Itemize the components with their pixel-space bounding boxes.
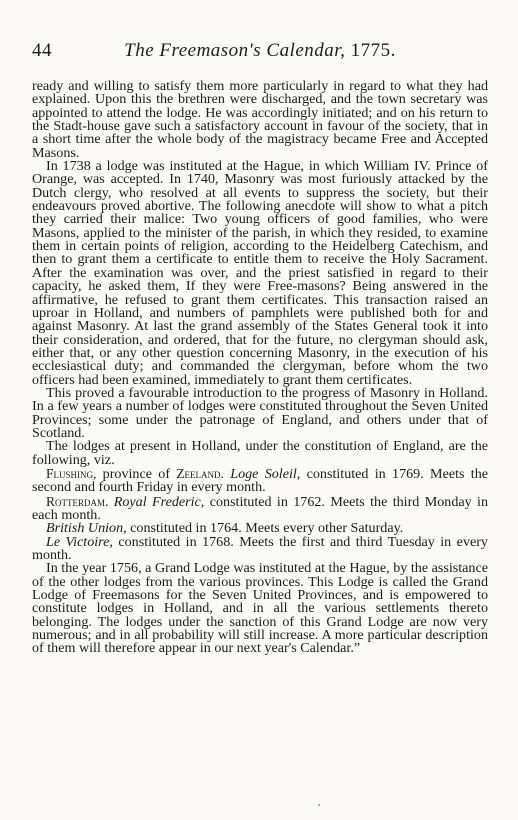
running-title xyxy=(32,40,488,62)
lodge-entry-le-victoire xyxy=(32,533,488,564)
lodge-province: Zeeland. xyxy=(176,465,224,481)
lodge-entry-rotterdam xyxy=(32,495,488,523)
lodge-meets: Meets the second and fourth Friday in every month. xyxy=(32,465,488,496)
lodge-name: Le Victoire, xyxy=(46,533,113,550)
lodge-name: Royal Frederic, xyxy=(113,493,205,510)
body-text xyxy=(32,80,488,656)
lodge-place: Flushing, xyxy=(46,465,97,481)
paragraph-lodges-intro: The lodges at present in Holland, under the constitution of England, are the following, viz. xyxy=(32,438,488,468)
lodge-meets: Meets the first and third Tuesday in every month. xyxy=(32,533,488,564)
running-title-year: 1775. xyxy=(350,40,396,61)
lodge-constituted: constituted in 1769. xyxy=(300,465,424,482)
running-title-text: The Freemason's Calendar, xyxy=(124,40,346,61)
paragraph-progress: This proved a favourable introduction to the progress of Masonry in Holland. In a few years a number of lodges were constituted throughout the Seven United Provinces; some under the patronage of England, and others under that of Scotland. xyxy=(32,384,488,441)
paragraph-grand-lodge: In the year 1756, a Grand Lodge was instituted at the Hague, by the assistance of the other lodges from the various provinces. This Lodge is called the Grand Lodge of Freemasons for the Seven United Provinces, and is empowered to constitute lodges in Holland, and in all the various settlements thereto belonging. The lodges under the sanction of this Grand Lodge are now very numerous; and in all probability will still increase. A more particular description of them will therefore appear in our next year's Calendar.” xyxy=(32,560,488,657)
lodge-name: Loge Soleil, xyxy=(230,465,301,482)
lodge-meets: Meets the third Monday in each month. xyxy=(32,493,488,523)
lodge-constituted: constituted in 1764. xyxy=(126,520,242,537)
lodge-meets: Meets every other Saturday. xyxy=(241,520,404,537)
lodge-constituted: constituted in 1768. xyxy=(112,533,234,550)
paragraph-continuation: ready and willing to satisfy them more particularly in regard to what they had explained. Upon this the brethren were discharged, and the town secretary was appointed to attend the lodge. He was accordingly initiated; and on his return to the Stadt-house gave such a satisfactory account in favour of the society, that in a short time after the whole body of the magistracy became Free and Accepted Masons. xyxy=(32,78,488,161)
running-header xyxy=(32,40,488,66)
lodge-constituted: constituted in 1762. xyxy=(204,493,325,510)
paragraph-hague-lodge: In 1738 a lodge was instituted at the Hague, in which William IV. Prince of Orange, was accepted. In 1740, Masonry was most furiously attacked by the Dutch clergy, who resolved at all events to suppress the society, but their endeavours proved abortive. The following anecdote will show to what a pitch they carried their malice: Two young officers of good families, who were Masons, applied to the minister of the parish, in which they resided, to examine them in certain points of religion, according to the Heidelberg Catechism, and then to grant them a certificate to entitle them to receive the Holy Sacrament. After the examination was over, and the priest satisfied in regard to their capacity, he asked them, If they were Free-masons? Being answered in the affirmative, he refused to grant them certificates. This transaction raised an uproar in Holland, and numbers of pamphlets were published both for and against Masonry. At last the grand assembly of the States General took it into their consideration, and ordered, that for the future, no clergyman should ask, either that, or any other question concerning Masonry, in the execution of his ecclesiastical duty; and commanded the clergyman, before whom the two officers had been examined, immediately to grant them certificates. xyxy=(32,158,488,388)
lodge-name: British Union, xyxy=(46,520,127,537)
ink-speck xyxy=(318,804,320,806)
lodge-province-intro: province of xyxy=(96,465,177,482)
page-number: 44 xyxy=(32,40,52,61)
lodge-entry-flushing xyxy=(32,467,488,495)
lodge-place: Rotterdam. xyxy=(46,493,109,509)
